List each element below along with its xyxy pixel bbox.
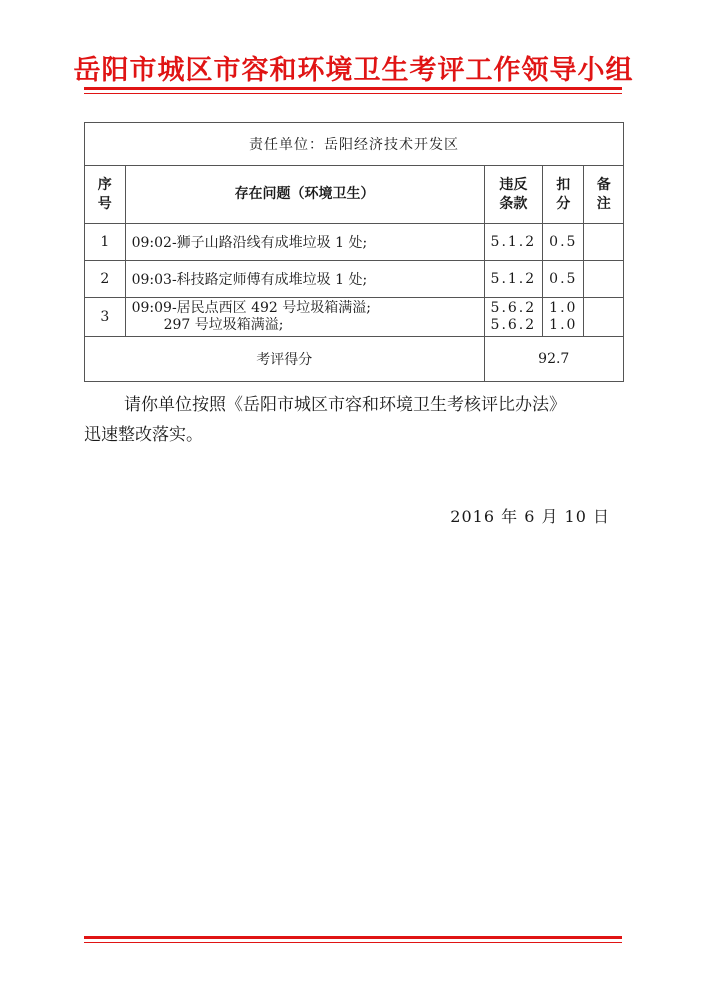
row-clause: [484, 298, 543, 337]
table-row: [85, 298, 624, 337]
row-seq: 1: [85, 224, 126, 261]
instruction-line2: 迅速整改落实。: [84, 425, 203, 445]
instruction-paragraph: [84, 390, 624, 450]
row-issue: 09:02-狮子山路沿线有成堆垃圾 1 处;: [125, 224, 484, 261]
column-header-row: [85, 166, 624, 224]
row-remark: [584, 298, 624, 337]
document-title: 岳阳市城区市容和环境卫生考评工作领导小组: [73, 55, 634, 86]
row-issue: 09:03-科技路定师傅有成堆垃圾 1 处;: [125, 261, 484, 298]
row-seq: 2: [85, 261, 126, 298]
row-clause: 5.1.2: [484, 224, 543, 261]
table-row: [85, 261, 624, 298]
col-clause-line1: 违反: [499, 176, 528, 193]
row-deduction: 0.5: [543, 261, 584, 298]
responsible-unit: 责任单位：岳阳经济技术开发区: [85, 123, 624, 166]
col-clause-line2: 条款: [499, 195, 528, 212]
footer-rule-thin: [84, 942, 622, 943]
instruction-line1: 请你单位按照《岳阳市城区市容和环境卫生考核评比办法》: [124, 395, 566, 415]
row-deduction-line1: 1.0: [549, 300, 578, 316]
col-issue-header: 存在问题（环境卫生）: [125, 166, 484, 224]
row-deduction-line2: 1.0: [549, 317, 578, 333]
row-clause-line2: 5.6.2: [490, 317, 537, 333]
row-remark: [584, 261, 624, 298]
col-deduct-line2: 分: [556, 195, 571, 212]
row-clause-line1: 5.6.2: [490, 300, 537, 316]
col-remark-line2: 注: [596, 195, 611, 212]
row-seq: 3: [85, 298, 126, 337]
evaluation-table: [84, 122, 624, 382]
row-issue-line2: 297 号垃圾箱满溢;: [163, 317, 284, 333]
header-rule-thin: [84, 93, 622, 94]
table-row: [85, 224, 624, 261]
col-seq-line1: 序: [97, 176, 112, 193]
responsible-unit-row: [85, 123, 624, 166]
row-clause: 5.1.2: [484, 261, 543, 298]
col-remark-header: [584, 166, 624, 224]
issue-date: 2016 年 6 月 10 日: [450, 507, 610, 526]
col-seq-header: [85, 166, 126, 224]
row-deduction: 0.5: [543, 224, 584, 261]
row-remark: [584, 224, 624, 261]
score-label: 考评得分: [85, 337, 485, 382]
footer-rule-thick: [84, 936, 622, 939]
col-deduct-header: [543, 166, 584, 224]
col-seq-line2: 号: [97, 195, 112, 212]
row-issue-line1: 09:09-居民点西区 492 号垃圾箱满溢;: [131, 300, 372, 316]
score-value: 92.7: [484, 337, 623, 382]
score-row: [85, 337, 624, 382]
row-deduction: [543, 298, 584, 337]
col-deduct-line1: 扣: [556, 176, 571, 193]
col-remark-line1: 备: [596, 176, 611, 193]
header-rule-thick: [84, 87, 622, 90]
col-clause-header: [484, 166, 543, 224]
row-issue: [125, 298, 484, 337]
